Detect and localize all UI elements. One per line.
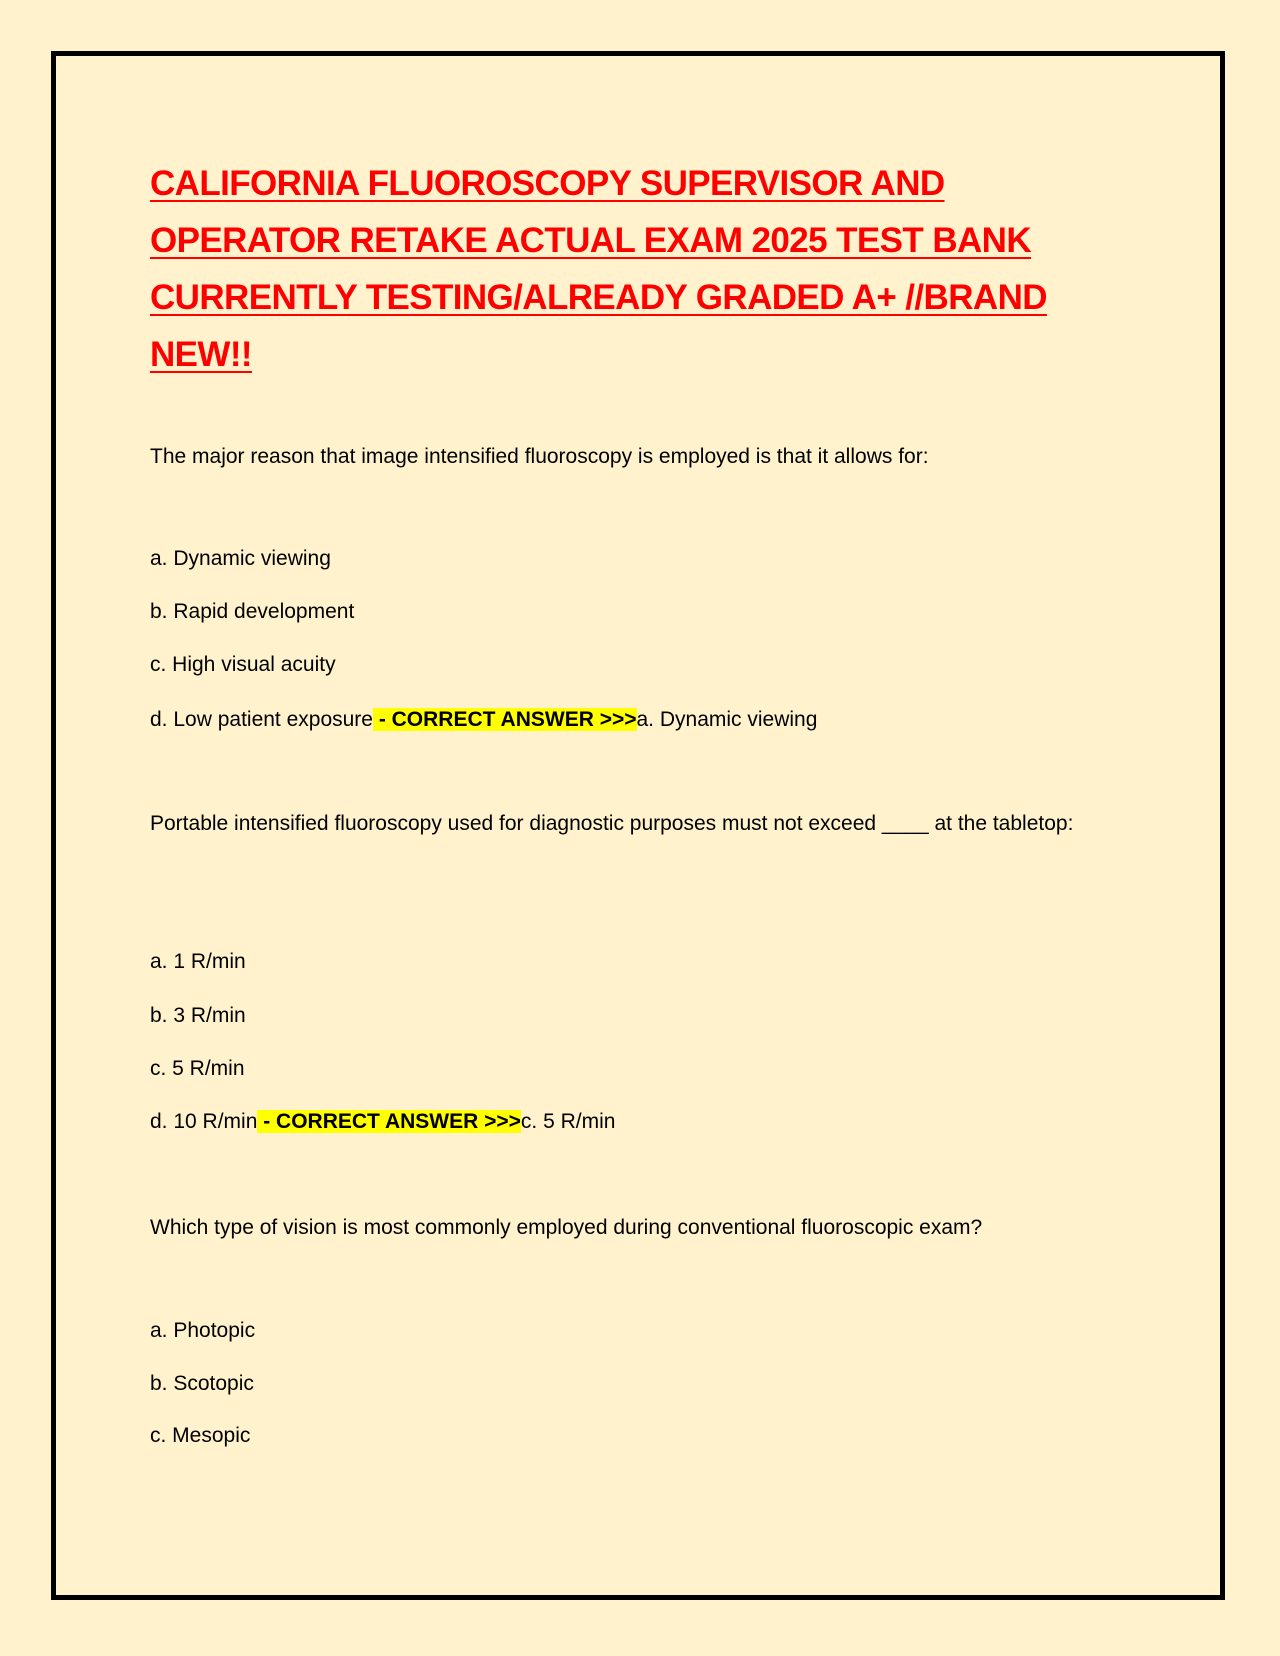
question-3-option-b: b. Scotopic: [150, 1372, 254, 1395]
question-1-option-c: c. High visual acuity: [150, 653, 336, 676]
question-2-option-d-row: [150, 1105, 615, 1139]
question-3-text: Which type of vision is most commonly employed during conventional fluoroscopic exam?: [150, 1216, 983, 1239]
question-1-option-d-row: [150, 703, 817, 737]
question-1-option-a: a. Dynamic viewing: [150, 547, 331, 570]
question-1-answer: a. Dynamic viewing: [636, 708, 818, 731]
question-1-text: The major reason that image intensified fluoroscopy is employed is that it allows for:: [150, 445, 929, 468]
question-2-option-a: a. 1 R/min: [150, 950, 246, 973]
question-1-option-d: d. Low patient exposure: [150, 708, 373, 731]
question-2-option-b: b. 3 R/min: [150, 1004, 246, 1027]
question-3-option-a: a. Photopic: [150, 1319, 256, 1342]
correct-answer-marker: - CORRECT ANSWER >>>: [257, 1110, 521, 1133]
document-title: CALIFORNIA FLUOROSCOPY SUPERVISOR AND OPERATOR RETAKE ACTUAL EXAM 2025 TEST BANK CURRENTLY TESTING/ALREADY GRADED A+ //BRAND NEW!!: [150, 164, 1047, 374]
correct-answer-marker: - CORRECT ANSWER >>>: [372, 708, 637, 731]
question-1-option-b: b. Rapid development: [150, 600, 355, 623]
question-3-option-c: c. Mesopic: [150, 1424, 251, 1447]
question-2-answer: c. 5 R/min: [520, 1110, 616, 1133]
question-2-text: Portable intensified fluoroscopy used for diagnostic purposes must not exceed ____ at the tabletop:: [150, 812, 1074, 835]
question-2-option-d: d. 10 R/min: [150, 1110, 258, 1133]
question-2-option-c: c. 5 R/min: [150, 1057, 245, 1080]
